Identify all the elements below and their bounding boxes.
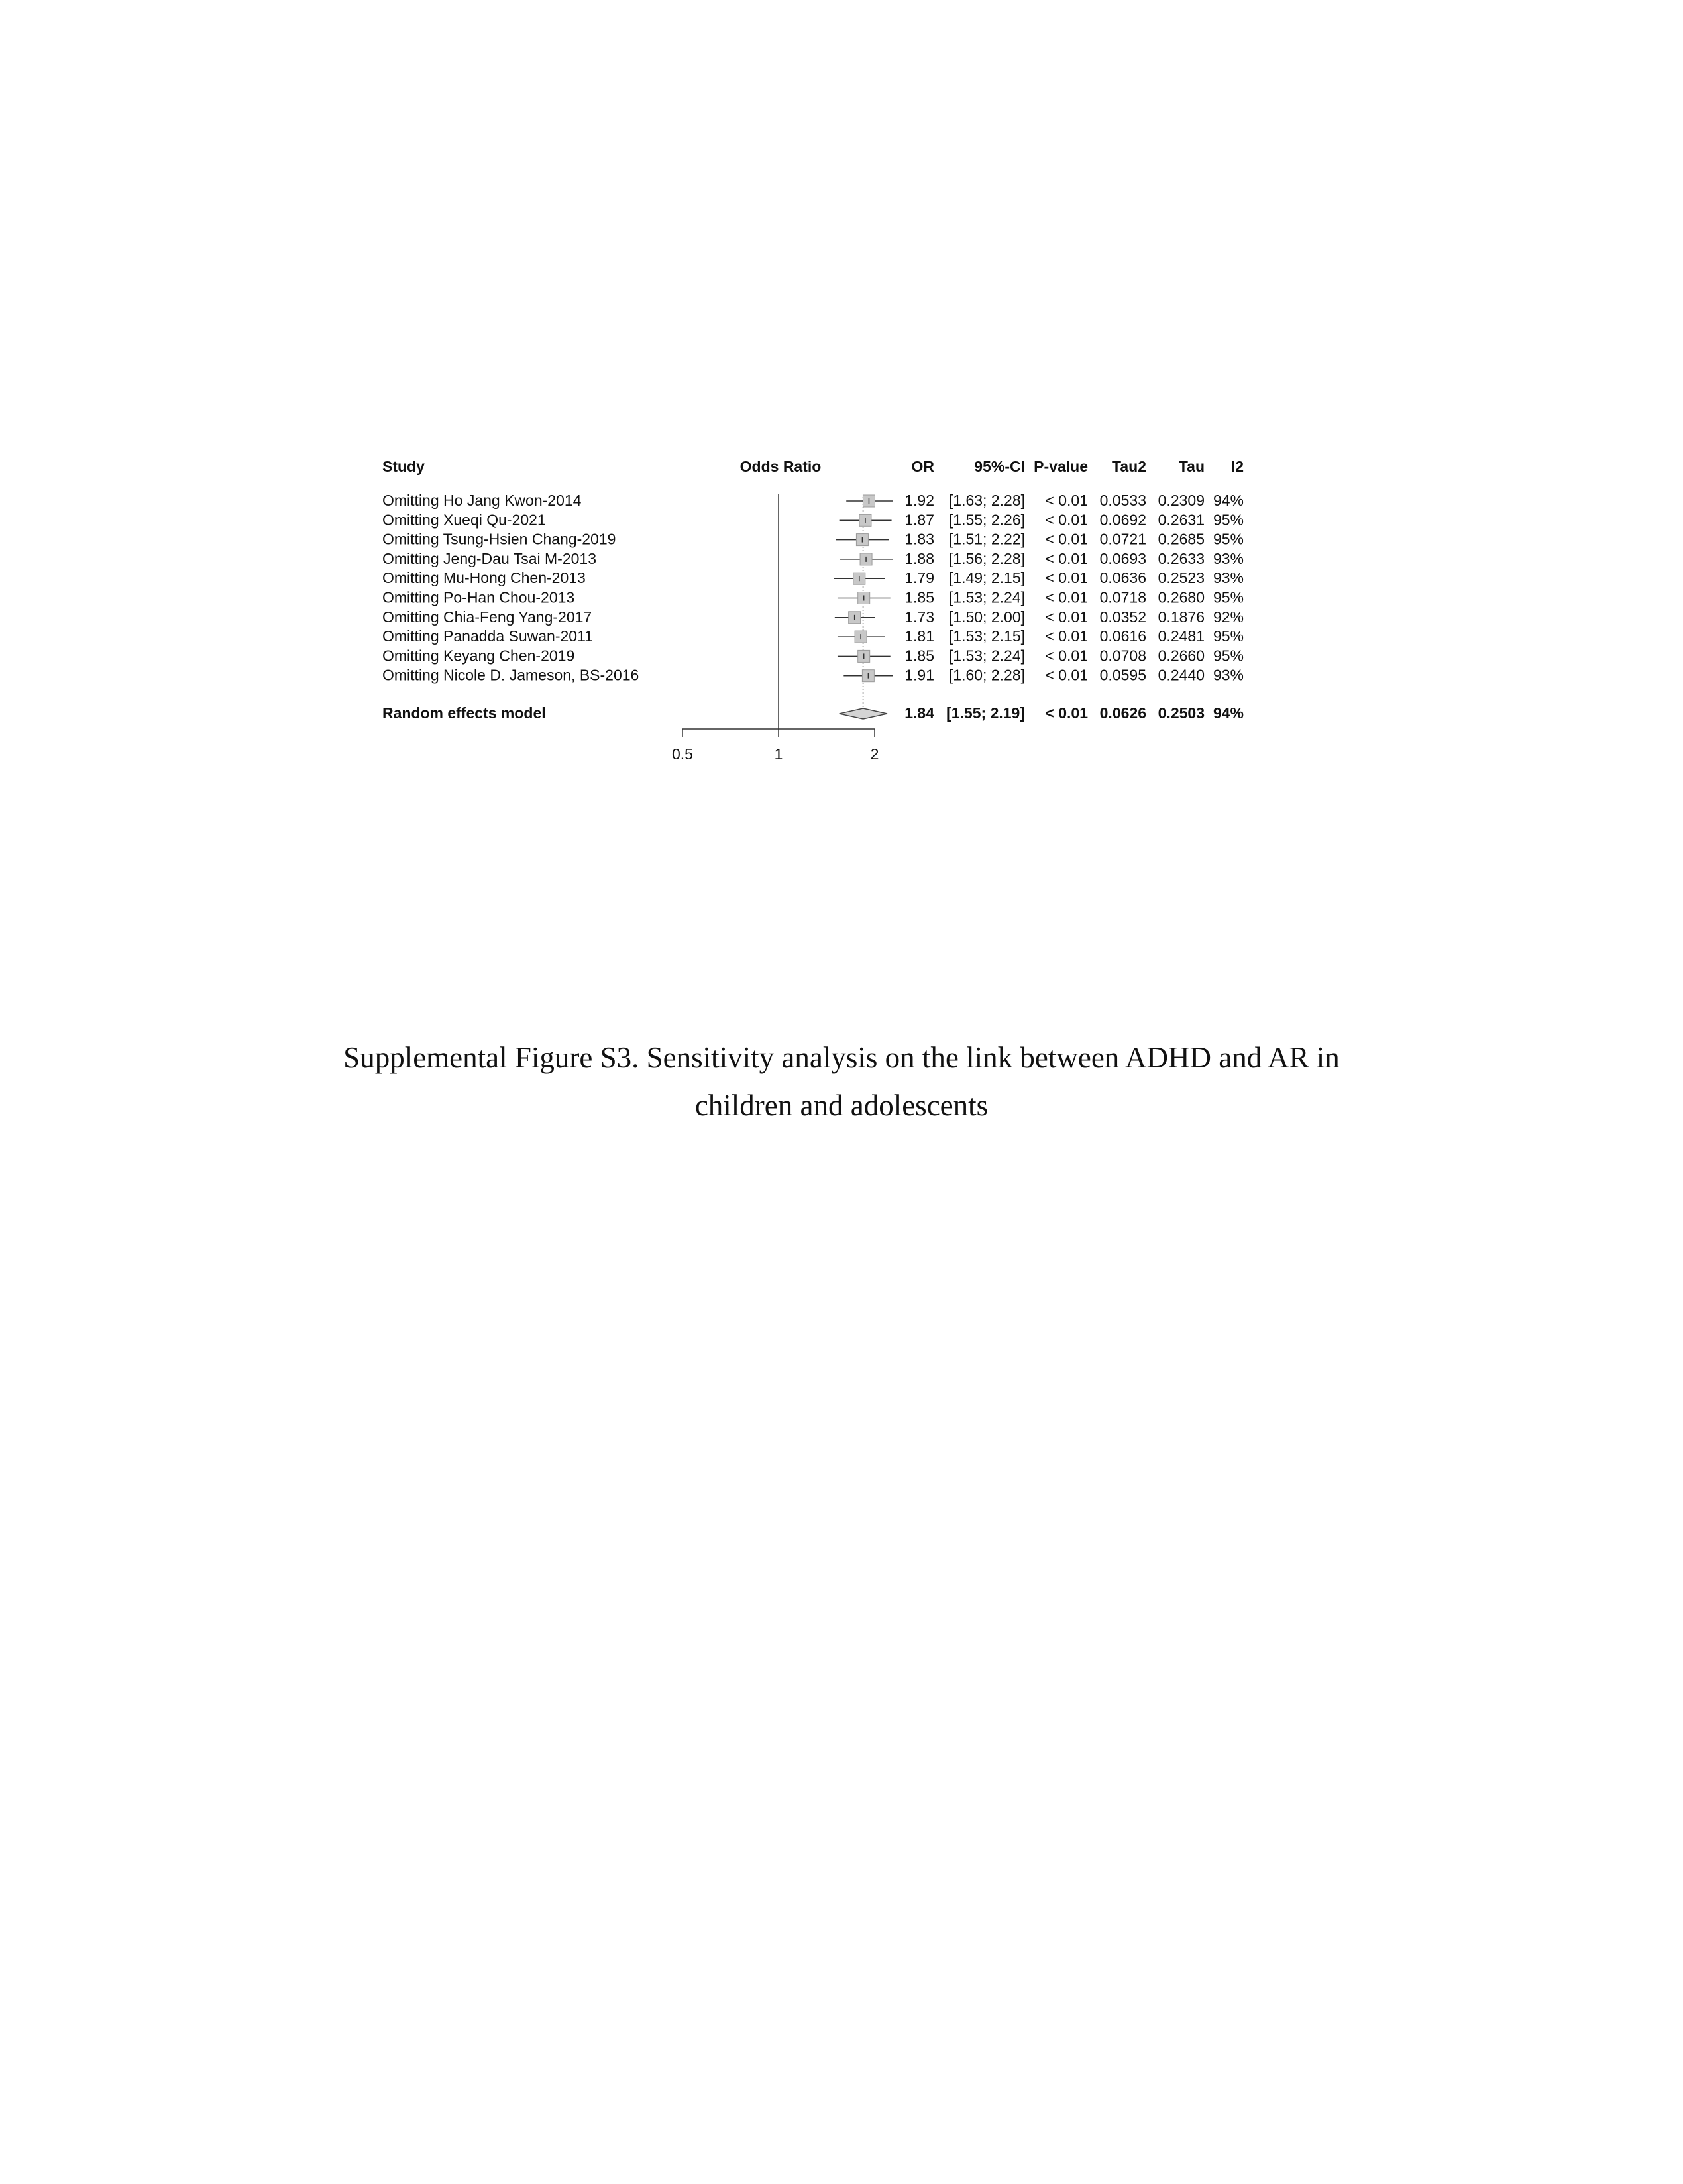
tau-value: 0.2631 (1158, 511, 1205, 529)
tau2-value: 0.0533 (1099, 492, 1146, 509)
or-value: 1.83 (904, 530, 934, 548)
x-tick-label: 0.5 (672, 745, 693, 763)
or-value: 1.73 (904, 608, 934, 626)
p-value: < 0.01 (1045, 511, 1088, 529)
study-label: Omitting Tsung-Hsien Chang-2019 (382, 530, 616, 548)
summary-tau-value: 0.2503 (1158, 704, 1205, 722)
summary-p-value: < 0.01 (1045, 704, 1088, 722)
i2-value: 92% (1213, 608, 1244, 626)
summary-tau2-value: 0.0626 (1099, 704, 1146, 722)
summary-ci-value: [1.55; 2.19] (946, 704, 1025, 722)
or-value: 1.81 (904, 628, 934, 645)
header-tau: Tau (1178, 458, 1205, 475)
i2-value: 95% (1213, 628, 1244, 645)
p-value: < 0.01 (1045, 492, 1088, 509)
p-value: < 0.01 (1045, 608, 1088, 626)
header-p-value: P-value (1034, 458, 1088, 475)
ci-value: [1.49; 2.15] (948, 569, 1025, 587)
tau-value: 0.2481 (1158, 628, 1205, 645)
p-value: < 0.01 (1045, 666, 1088, 684)
study-label: Omitting Nicole D. Jameson, BS-2016 (382, 666, 639, 684)
tau-value: 0.2685 (1158, 530, 1205, 548)
study-label: Omitting Ho Jang Kwon-2014 (382, 492, 582, 509)
study-label: Omitting Keyang Chen-2019 (382, 647, 575, 665)
tau2-value: 0.0616 (1099, 628, 1146, 645)
or-value: 1.88 (904, 549, 934, 567)
i2-value: 95% (1213, 588, 1244, 606)
or-value: 1.79 (904, 569, 934, 587)
tau2-value: 0.0693 (1099, 549, 1146, 567)
summary-or-value: 1.84 (904, 704, 934, 722)
x-tick-label: 1 (774, 745, 783, 763)
i2-value: 94% (1213, 492, 1244, 509)
summary-i2-value: 94% (1213, 704, 1244, 722)
ci-value: [1.53; 2.24] (948, 588, 1025, 606)
tau-value: 0.2660 (1158, 647, 1205, 665)
ci-value: [1.51; 2.22] (948, 530, 1025, 548)
summary-label: Random effects model (382, 704, 546, 722)
tau2-value: 0.0708 (1099, 647, 1146, 665)
study-label: Omitting Panadda Suwan-2011 (382, 628, 593, 645)
p-value: < 0.01 (1045, 588, 1088, 606)
tau-value: 0.2633 (1158, 549, 1205, 567)
tau-value: 0.2309 (1158, 492, 1205, 509)
p-value: < 0.01 (1045, 569, 1088, 587)
or-value: 1.85 (904, 588, 934, 606)
caption-line-1: Supplemental Figure S3. Sensitivity analysis on the link between ADHD and AR in (343, 1041, 1340, 1074)
or-value: 1.85 (904, 647, 934, 665)
tau2-value: 0.0692 (1099, 511, 1146, 529)
ci-value: [1.56; 2.28] (948, 549, 1025, 567)
tau-value: 0.1876 (1158, 608, 1205, 626)
study-label: Omitting Jeng-Dau Tsai M-2013 (382, 549, 596, 567)
ci-value: [1.55; 2.26] (948, 511, 1025, 529)
forest-plot (0, 0, 1683, 828)
ci-value: [1.53; 2.15] (948, 628, 1025, 645)
i2-value: 95% (1213, 530, 1244, 548)
i2-value: 95% (1213, 647, 1244, 665)
ci-value: [1.60; 2.28] (948, 666, 1025, 684)
study-label: Omitting Chia-Feng Yang-2017 (382, 608, 592, 626)
i2-value: 93% (1213, 569, 1244, 587)
i2-value: 93% (1213, 549, 1244, 567)
study-label: Omitting Mu-Hong Chen-2013 (382, 569, 586, 587)
ci-value: [1.53; 2.24] (948, 647, 1025, 665)
header-i2: I2 (1230, 458, 1244, 475)
summary-diamond (840, 708, 887, 719)
ci-value: [1.63; 2.28] (948, 492, 1025, 509)
or-value: 1.91 (904, 666, 934, 684)
p-value: < 0.01 (1045, 530, 1088, 548)
or-value: 1.92 (904, 492, 934, 509)
tau2-value: 0.0721 (1099, 530, 1146, 548)
tau-value: 0.2680 (1158, 588, 1205, 606)
tau2-value: 0.0718 (1099, 588, 1146, 606)
header-study: Study (382, 458, 425, 475)
tau-value: 0.2440 (1158, 666, 1205, 684)
tau2-value: 0.0636 (1099, 569, 1146, 587)
p-value: < 0.01 (1045, 628, 1088, 645)
ci-value: [1.50; 2.00] (948, 608, 1025, 626)
figure-caption (278, 1034, 1405, 1129)
i2-value: 93% (1213, 666, 1244, 684)
tau2-value: 0.0352 (1099, 608, 1146, 626)
header-or: OR (911, 458, 934, 475)
header-odds-ratio: Odds Ratio (739, 458, 822, 475)
i2-value: 95% (1213, 511, 1244, 529)
p-value: < 0.01 (1045, 647, 1088, 665)
or-value: 1.87 (904, 511, 934, 529)
study-label: Omitting Po-Han Chou-2013 (382, 588, 575, 606)
study-label: Omitting Xueqi Qu-2021 (382, 511, 546, 529)
tau2-value: 0.0595 (1099, 666, 1146, 684)
header-ci: 95%-CI (974, 458, 1025, 475)
caption-line-2: children and adolescents (694, 1089, 989, 1122)
x-tick-label: 2 (870, 745, 879, 763)
p-value: < 0.01 (1045, 549, 1088, 567)
header-tau2: Tau2 (1112, 458, 1146, 475)
tau-value: 0.2523 (1158, 569, 1205, 587)
